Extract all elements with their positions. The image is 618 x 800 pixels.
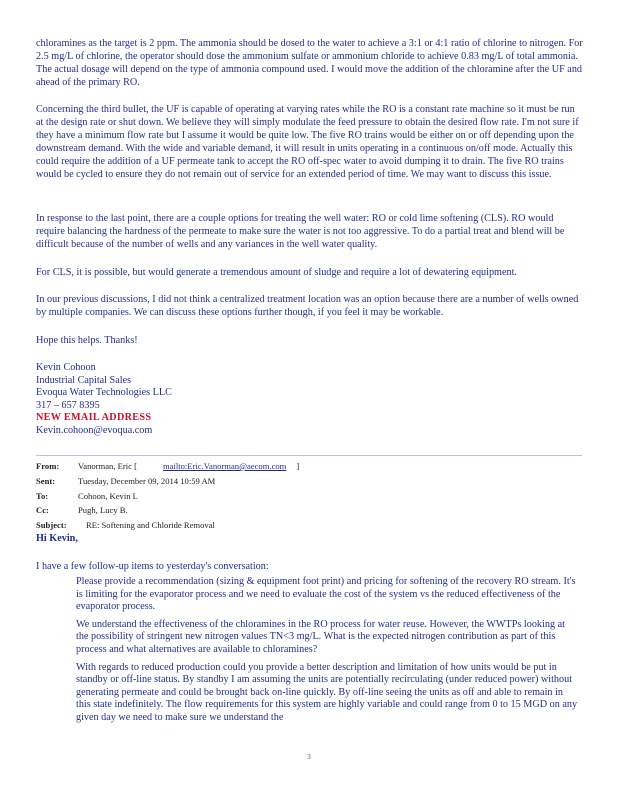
paragraph-text: chloramines as the target is 2 ppm. The ammonia should be dosed to the water to achieve a 3:1 or 4:1 ratio of chlorine to nitrogen. For 2.5 mg/L of chlorine, the operator should dose the ammonium sulfate or ammonium chloride to achieve 0.83 mg/L of total ammonia. The actual dosage will depend on the type of ammonia compound used. I would move the addition of the chloramine after the UF and ahead of the primary RO. bbox=[36, 38, 583, 89]
signature-company: Evoqua Water Technologies LLC bbox=[36, 387, 172, 399]
to-value: Cohoon, Kevin L bbox=[78, 490, 138, 501]
paragraph-previous-discussions bbox=[36, 293, 584, 319]
paragraph-cls bbox=[36, 266, 584, 279]
paragraph-text: In our previous discussions, I did not think a centralized treatment location was an option because there are a number of wells owned by multiple companies. We can discuss these options further though, if you feel it may be workable. bbox=[36, 294, 579, 319]
paragraph-chloramine-dosing bbox=[36, 37, 584, 89]
paragraph-text: Concerning the third bullet, the UF is capable of operating at varying rates while the RO is a constant rate machine so it must be run at the design rate or shut down. We believe they will simply modulate the feed pressure to obtain the desired flow rate. I'm not sure if they have a minimum flow rate but I assume it would be quite low. The five RO trains would be either on or off depending upon the downstream demand. With the wide and variable demand, it will result in units operating in a continuous on/off mode. Actually this could require the addition of a UF permeate tank to accept the RO off-spec water to avoid dumping it to drain. The five RO trains would be cycled to ensure they do not remain out of service for an extended period of time. We may want to discuss this issue. bbox=[36, 104, 579, 181]
list-item bbox=[50, 576, 578, 614]
header-sent-row bbox=[36, 474, 299, 489]
greeting: Hi Kevin, bbox=[36, 533, 78, 544]
list-item bbox=[50, 662, 578, 725]
bullet-text: We understand the effectiveness of the chloramines in the RO process for water reuse. However, the WWTPs looking at the possibility of stringent new nitrogen values TN<3 mg/L. What is the expected nitrogen contribution as part of this process and what alternatives are available to chloramines? bbox=[76, 618, 565, 655]
signature-name: Kevin Cohoon bbox=[36, 362, 96, 373]
divider-line bbox=[36, 455, 582, 456]
email-header bbox=[36, 459, 299, 533]
header-cc-row bbox=[36, 503, 299, 518]
page-number: 3 bbox=[307, 753, 311, 761]
signature-title: Industrial Capital Sales bbox=[36, 374, 132, 386]
paragraph-last-point bbox=[36, 212, 584, 251]
bullet-text: With regards to reduced production could you provide a better description and limitation of how units would be put in standby or off-line status. By standby I am assuming the units are potentially recirculating (under reduced power) without generating permeate and could be brought back on-line quickly. By off-line seeing the units as off and able to remain in this state indefinitely. The flow requirements for this system are highly variable and could range from 0 to 15 MGD on any given day we need to make sure we understand the bbox=[76, 661, 578, 723]
sent-label: Sent: bbox=[36, 475, 56, 486]
bullet-list bbox=[50, 576, 578, 730]
bullet-marker bbox=[50, 619, 76, 657]
from-value: Vanorman, Eric [ bbox=[78, 461, 137, 471]
list-item bbox=[50, 619, 578, 657]
paragraph-closing bbox=[36, 334, 584, 347]
subject-label: Subject: bbox=[36, 520, 67, 531]
signature-new-address: NEW EMAIL ADDRESS bbox=[36, 412, 152, 424]
paragraph-third-bullet bbox=[36, 103, 584, 182]
signature-phone: 317 – 657 8395 bbox=[36, 399, 100, 411]
header-from-row bbox=[36, 459, 299, 474]
bullet-text: Please provide a recommendation (sizing & equipment foot print) and pricing for softening of the recovery RO stream. It's is limiting for the evaporator process and we need to evaluate the cost of the system vs the reduced effectiveness of the evaporator process. bbox=[76, 576, 576, 613]
bullet-marker bbox=[50, 576, 76, 614]
signature-email[interactable]: Kevin.cohoon@evoqua.com bbox=[36, 424, 153, 436]
paragraph-text: Hope this helps. Thanks! bbox=[36, 335, 138, 346]
from-close-bracket: ] bbox=[296, 461, 300, 471]
paragraph-text: In response to the last point, there are a couple options for treating the well water: RO or cold lime softening (CLS). RO would require balancing the hardness of the permeate to make sure the water is not too aggressive. To do a partial treat and blend will be difficult because of the number of wells and any variances in the well water quality. bbox=[36, 213, 565, 251]
paragraph-text: For CLS, it is possible, but would generate a tremendous amount of sludge and require a lot of dewatering equipment. bbox=[36, 267, 517, 278]
sent-value: Tuesday, December 09, 2014 10:59 AM bbox=[78, 475, 216, 486]
subject-value: RE: Softening and Chloride Removal bbox=[86, 520, 215, 531]
cc-value: Pugh, Lucy B. bbox=[78, 505, 128, 516]
header-subject-row bbox=[36, 518, 299, 533]
from-email-link[interactable]: mailto:Eric.Vanorman@aecom.com bbox=[162, 461, 287, 471]
cc-label: Cc: bbox=[36, 505, 49, 516]
from-label: From: bbox=[36, 461, 60, 471]
bullet-marker bbox=[50, 662, 76, 725]
email-signature bbox=[36, 362, 172, 438]
to-label: To: bbox=[36, 490, 49, 501]
header-to-row bbox=[36, 489, 299, 504]
intro-line: I have a few follow-up items to yesterday's conversation: bbox=[36, 561, 269, 572]
